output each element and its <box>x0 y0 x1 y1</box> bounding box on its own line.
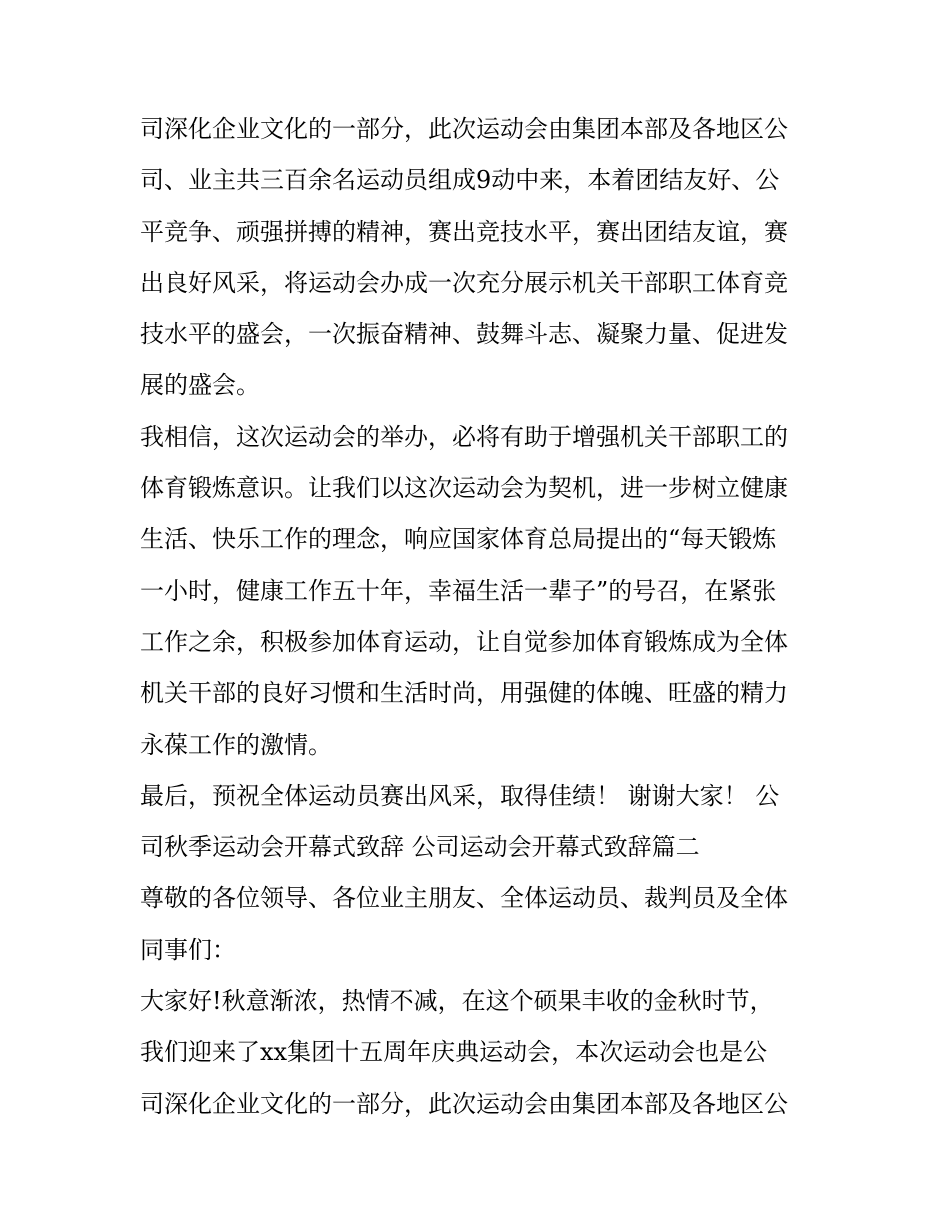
text-line: 技水平的盛会，一次振奋精神、鼓舞斗志、凝聚力量、促进发 <box>140 320 788 349</box>
text-line: 机关干部的良好习惯和生活时尚，用强健的体魄、旺盛的精力 <box>140 679 788 708</box>
text-line: 工作之余，积极参加体育运动，让自觉参加体育锻炼成为全体 <box>140 627 788 656</box>
text-line: 大家好!秋意渐浓，热情不减，在这个硕果丰收的金秋时节， <box>140 987 774 1016</box>
text-line: 生活、快乐工作的理念，响应国家体育总局提出的“每天锻炼 <box>140 525 777 554</box>
text-line: 展的盛会。 <box>140 371 260 400</box>
text-line: 尊敬的各位领导、各位业主朋友、全体运动员、裁判员及全体 <box>140 884 788 913</box>
text-line: 平竞争、顽强拼搏的精神，赛出竞技水平，赛出团结友谊，赛 <box>140 217 788 246</box>
text-line: 我们迎来了xx集团十五周年庆典运动会，本次运动会也是公 <box>140 1038 768 1067</box>
text-line: 司深化企业文化的一部分，此次运动会由集团本部及各地区公 <box>140 1089 788 1118</box>
text-line: 司、业主共三百余名运动员组成9动中来，本着团结友好、公 <box>140 166 780 195</box>
text-line: 我相信，这次运动会的举办，必将有助于增强机关干部职工的 <box>140 422 788 451</box>
text-line: 同事们： <box>140 935 236 964</box>
text-line: 司秋季运动会开幕式致辞 公司运动会开幕式致辞篇二 <box>140 833 700 862</box>
text-line: 最后，预祝全体运动员赛出风采，取得佳绩！ 谢谢大家！ 公 <box>140 781 780 810</box>
text-line: 永葆工作的激情。 <box>140 730 332 759</box>
document-body <box>140 104 820 1130</box>
text-line: 司深化企业文化的一部分，此次运动会由集团本部及各地区公 <box>140 115 788 143</box>
text-line: 一小时，健康工作五十年，幸福生活一辈子”的号召，在紧张 <box>140 576 777 605</box>
text-line: 体育锻炼意识。让我们以这次运动会为契机，进一步树立健康 <box>140 474 788 503</box>
text-line: 出良好风采，将运动会办成一次充分展示机关干部职工体育竞 <box>140 268 788 297</box>
